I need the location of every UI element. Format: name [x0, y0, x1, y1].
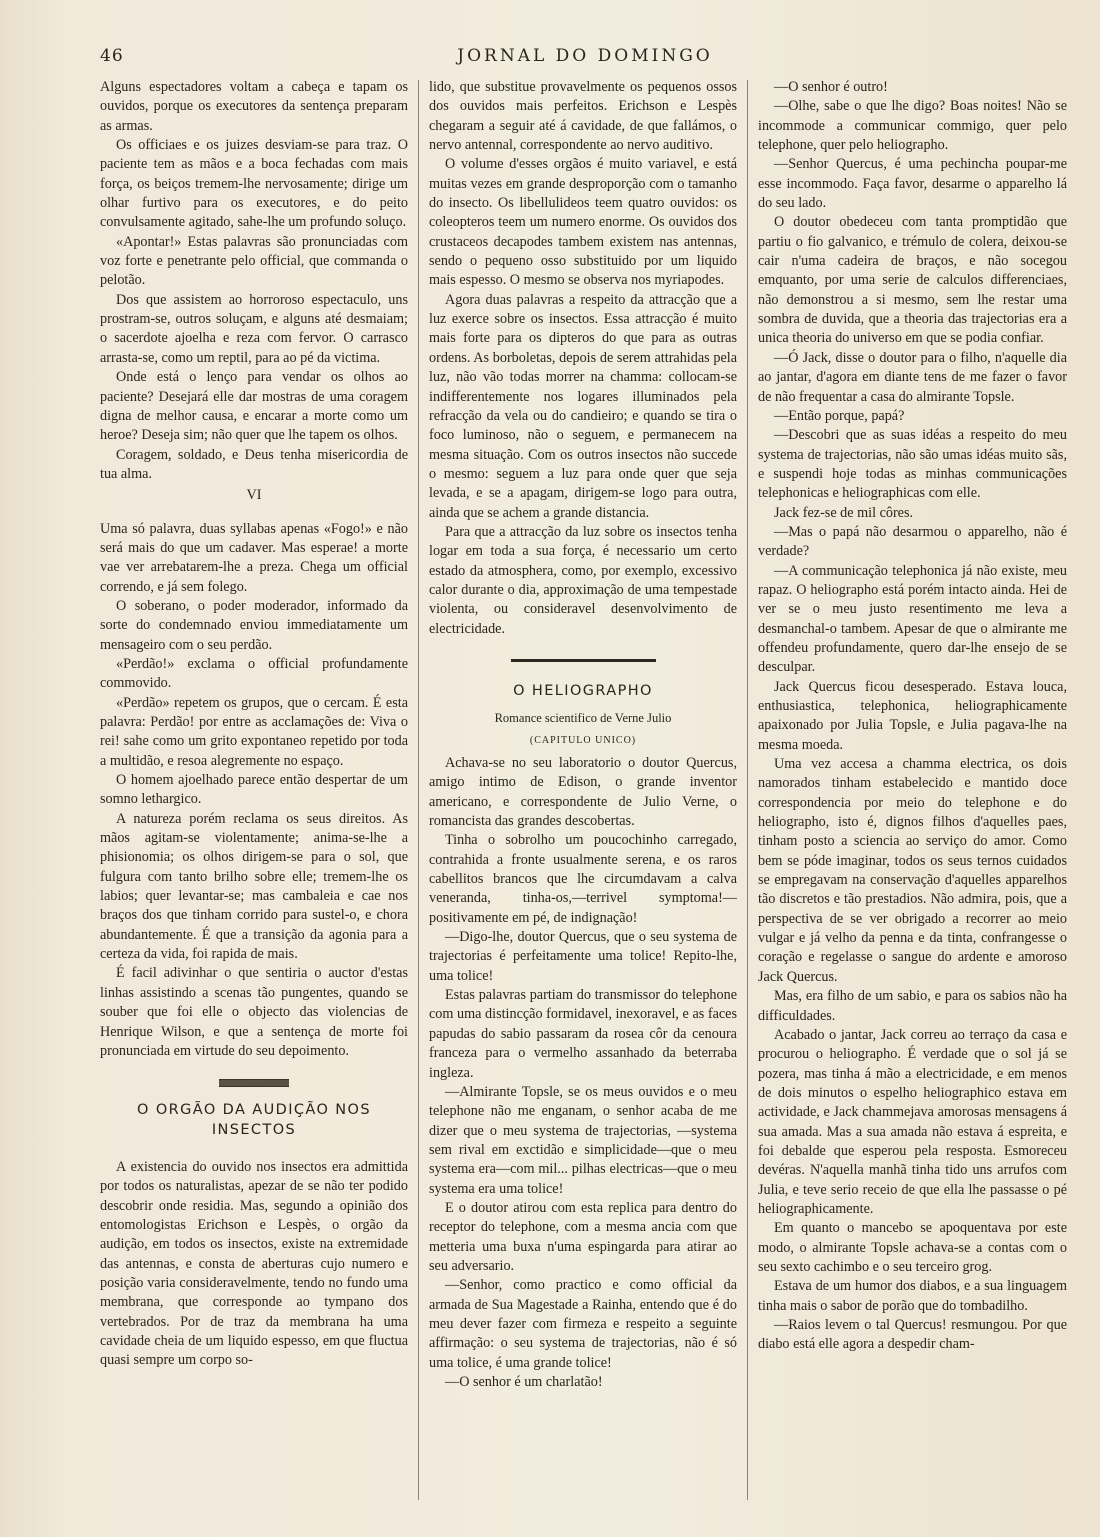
paragraph: —Mas o papá não desarmou o apparelho, não é verdade?: [758, 523, 1067, 560]
paragraph: lido, que substitue provavelmente os pequenos ossos dos ouvidos mais perfeitos. Erichson e Lespès chegaram a seguir até á cavidade, de que fallámos, o nervo antennal, correspondente ao nervo auditivo.: [429, 79, 737, 154]
paragraph: —Ó Jack, disse o doutor para o filho, n'aquelle dia ao jantar, d'agora em diante tens de me fazer o favor de não frequentar a casa do almirante Topsle.: [758, 349, 1067, 405]
paragraph: Agora duas palavras a respeito da attracção que a luz exerce sobre os insectos. Essa attracção é muito mais forte para os dipteros do que para as outras ordens. As borboletas, depois de serem attrahidas pela luz, não vão todas morrer na chamma: collocam-se indifferentemente nos logares illuminados pela refracção da vela ou do candieiro; e quando se tira o foco luminoso, não o seguem, e permanecem na mesma situação. Com os outros insectos não succede o mesmo: seguem a luz para onde quer que seja levada, e se a apagam, dirigem-se logo para outra, ainda que se achem a grande distancia.: [429, 291, 737, 521]
paragraph: «Perdão!» exclama o official profundamente commovido.: [100, 655, 408, 692]
paragraph: —O senhor é um charlatão!: [445, 1374, 603, 1390]
paragraph: O volume d'esses orgãos é muito variavel, e está muitas vezes em grande desproporção com o tamanho do insecto. Os libellulideos teem quatro ouvidos: os coleopteros teem um numero enorme. Os ouvidos dos crustaceos decapodes tambem existem nas antennas, sendo o pequeno osso substituido por um liquido mais espesso. O mesmo se observa nos myriapodes.: [429, 156, 737, 289]
paragraph: Uma só palavra, duas syllabas apenas «Fogo!» e não será mais do que um cadaver. Mas esperae! a morte vae ver arrebatarem-lhe a preza. Chega um official correndo, e já sem folego.: [100, 520, 408, 595]
paragraph: Dos que assistem ao horroroso espectaculo, uns prostram-se, outros soluçam, e alguns até desmaiam; o sacerdote ajoelha e reza com fervor. O carrasco arrasta-se, como um reptil, para ao pé da victima.: [100, 291, 408, 366]
masthead-title: JORNAL DO DOMINGO: [457, 46, 713, 66]
paragraph: «Perdão» repetem os grupos, que o cercam. É esta palavra: Perdão! por entre as acclamações de: Viva o rei! sahe como um grito expontaneo repetido por toda a multidão, e resoa alegremente no espaço.: [100, 694, 408, 769]
paragraph: O soberano, o poder moderador, informado da sorte do condemnado enviou immediatamente um mensageiro com o seu perdão.: [100, 597, 408, 653]
section-divider: [219, 1079, 289, 1087]
section-title: O ORGÃO DA AUDIÇÃO NOS INSECTOS: [137, 1102, 371, 1138]
paragraph: Acabado o jantar, Jack correu ao terraço da casa e procurou o heliographo. É verdade que o sol já se pozera, mas tinha á mão a electricidade, e em menos de dois minutos o espelho heliographico estava em actividade, e Jack chammejava amorosas mensagens á sua amada. Mas a sua amada não estava á espreita, e foi debalde que esperou pela resposta. Esmoreceu devéras. N'aquella manhã tinha tido uns arrufos com Julia, e teve serio receio de que ella lhe passasse o pé heliographicamente.: [758, 1026, 1067, 1217]
paragraph: —Senhor, como practico e como official da armada de Sua Magestade a Rainha, entendo que é do meu dever fazer com firmeza e respeito a seguinte affirmação: o seu systema de trajectorias, não é só uma tolice, é uma grande tolice!: [429, 1277, 737, 1371]
column-3: [758, 78, 1067, 1518]
paragraph: «Apontar!» Estas palavras são pronunciadas com voz forte e penetrante pelo official, que commanda o pelotão.: [100, 233, 408, 289]
paragraph: Coragem, soldado, e Deus tenha misericordia de tua alma.: [100, 446, 408, 482]
section-title: O HELIOGRAPHO: [513, 682, 653, 699]
column-rule-left: [418, 80, 419, 1500]
paragraph: Estas palavras partiam do transmissor do telephone com uma distincção formidavel, inexoravel, e as faces papudas do sabio passaram da rosea côr da cenoura franceza para o vermelho assanhado da beterraba ingleza.: [429, 987, 737, 1081]
paragraph: —O senhor é outro!: [774, 79, 888, 95]
paragraph: Onde está o lenço para vendar os olhos ao paciente? Desejará elle dar mostras de uma coragem digna de melhor causa, e encarar a morte como um heroe? Deseja sim; não quer que lhe tapem os olhos.: [100, 369, 408, 444]
paragraph: Jack Quercus ficou desesperado. Estava louca, enthusiastica, telephonica, heliographicamente apaixonado por Julia Topsle, e Julia pagava-lhe na mesma moeda.: [758, 678, 1067, 753]
column-1: [100, 78, 408, 1518]
chapter-number: VI: [246, 487, 262, 504]
paragraph: Em quanto o mancebo se apoquentava por este modo, o almirante Topsle achava-se a contas com o seu sexto cachimbo e o seu terceiro grog.: [758, 1220, 1067, 1275]
paragraph: E o doutor atirou com esta replica para dentro do receptor do telephone, com a mesma ancia com que metteria uma buxa n'uma espingarda para atirar ao seu adversario.: [429, 1199, 737, 1274]
paragraph: —A communicação telephonica já não existe, meu rapaz. O heliographo está porém intacto ainda. Hei de ver se o meu justo resentimento me leva a desmanchal-o tambem. Apesar de que o almirante me offendeu profundamente, quero dar-lhe ensejo de se desculpar.: [758, 562, 1067, 676]
paragraph: Mas, era filho de um sabio, e para os sabios não ha difficuldades.: [758, 988, 1067, 1024]
paragraph: Estava de um humor dos diabos, e a sua linguagem tinha mais o sabor de porão que do tombadilho.: [758, 1278, 1067, 1314]
column-rule-right: [747, 80, 748, 1500]
paragraph: Jack fez-se de mil côres.: [774, 504, 914, 521]
column-2: [429, 78, 737, 1518]
paragraph: A natureza porém reclama os seus direitos. As mãos agitam-se violentamente; anima-se-lhe a phisionomia; os olhos dirigem-se para o sol, que fulgura com tanto brilho sobre elle; tremem-lhe os labios; quer levantar-se; mas cambaleia e cae nos braços dos que tinham corrido para sustel-o, e chora abundantemente. É que a transição da agonia para a certeza da vida, foi rapida de mais.: [100, 810, 408, 963]
section-divider: [511, 659, 656, 662]
paragraph: Uma vez accesa a chamma electrica, os dois namorados tinham estabelecido e mantido doce correspondencia por meio do telephone e do heliographo, isto é, dignos filhos d'aquelles paes, tinham posto a sciencia ao serviço do amor. Como bem se póde imaginar, todos os seus ternos cuidados se empregavam na conservação d'aquelles apparelhos tão discretos e tão prestadios. Não admira, pois, que a perspectiva de se ver obrigado a recorrer ao meio vulgar e já velho da penna e da tinta, confrangesse o coração e regelasse o sangue do ardente e amoroso Jack Quercus.: [758, 756, 1067, 985]
paragraph: Para que a attracção da luz sobre os insectos tenha logar em toda a sua força, é necessario um certo estado da atmosphera, como, por exemplo, excessivo calor durante o dia, approximação de uma tempestade violenta, ou consideravel desenvolvimento de electricidade.: [429, 523, 737, 637]
page-number: 46: [100, 46, 124, 66]
paragraph: —Raios levem o tal Quercus! resmungou. Por que diabo está elle agora a despedir cham-: [758, 1317, 1067, 1353]
paragraph: Os officiaes e os juizes desviam-se para traz. O paciente tem as mãos e a boca fechadas com mais força, os beiços tremem-lhe nervosamente; dirige um olhar furtivo para os executores, e do peito convulsamente agitado, sahe-lhe um profundo soluço.: [100, 137, 408, 231]
paragraph: —Então porque, papá?: [774, 407, 905, 424]
paragraph: Achava-se no seu laboratorio o doutor Quercus, amigo intimo de Edison, o grande inventor americano, e correspondente de Julio Verne, o romancista das grandes descobertas.: [429, 755, 737, 830]
paragraph: O doutor obedeceu com tanta promptidão que partiu o fio galvanico, e trémulo de colera, deixou-se cair n'uma cadeira de braços, e não socegou emquanto, por uma serie de calculos differenciaes, não demonstrou a si mesmo, sem lhe restar uma sombra de duvida, que a theoria das trajectorias era a unica theoria do universo em que se podia confiar.: [758, 214, 1067, 347]
paragraph: A existencia do ouvido nos insectos era admittida por todos os naturalistas, apezar de se não ter podido descobrir onde residia. Mas, segundo a opinião dos entomologistas Erichson e Lespès, o orgão da audição, em todos os insectos, existe na extremidade das antennas, e consta de aberturas cujo numero e posição varia consideravelmente, tendo no fundo uma membrana, que corresponde ao tympano dos vertebrados. Por de traz da membrana ha uma cavidade cheia de um liquido espesso, em que fluctua quasi sempre um corpo so-: [100, 1158, 408, 1369]
paragraph: —Olhe, sabe o que lhe digo? Boas noites! Não se incommode a communicar commigo, quer pelo telephone, quer pelo heliographo.: [758, 98, 1067, 154]
paragraph: —Digo-lhe, doutor Quercus, que o seu systema de trajectorias é perfeitamente uma tolice! Repito-lhe, uma tolice!: [429, 929, 737, 984]
paragraph: —Descobri que as suas idéas a respeito do meu systema de trajectorias, não são umas idéas muito sãs, e suspendi hoje todas as minhas communicações telephonicas e heliographicas com elle.: [758, 427, 1067, 502]
paragraph: É facil adivinhar o que sentiria o auctor d'estas linhas assistindo a scenas tão pungentes, quando se souber que foi elle o objecto das violencias de Henrique Wilson, e que a sentença de morte foi pronunciada em virtude do seu depoimento.: [100, 965, 408, 1059]
page-header: [100, 46, 1070, 72]
paragraph: —Almirante Topsle, se os meus ouvidos e o meu telephone não me enganam, o senhor acaba de me dizer que o meu systema de trajectorias, —systema sem rival em exctidão e simplicidade—que o meu systema era—com mil... pilhas electricas—que o meu systema era uma tolice!: [429, 1083, 737, 1197]
paragraph: Alguns espectadores voltam a cabeça e tapam os ouvidos, porque os executores da sentença preparam as armas.: [100, 79, 408, 134]
article-subtitle: Romance scientifico de Verne Julio: [494, 711, 672, 726]
paragraph: Tinha o sobrolho um poucochinho carregado, contrahida a fronte usualmente serena, e os raros cabellitos brancos que lhe circumdavam a calva veneranda, tinha-os,—terrivel symptoma!—positivamente em pé, de indignação!: [429, 832, 737, 926]
paragraph: O homem ajoelhado parece então despertar de um somno lethargico.: [100, 772, 408, 808]
chapter-label: (CAPITULO UNICO): [529, 734, 637, 746]
paragraph: —Senhor Quercus, é uma pechincha poupar-me esse incommodo. Faça favor, desarme o apparelho lá do seu lado.: [758, 156, 1067, 212]
